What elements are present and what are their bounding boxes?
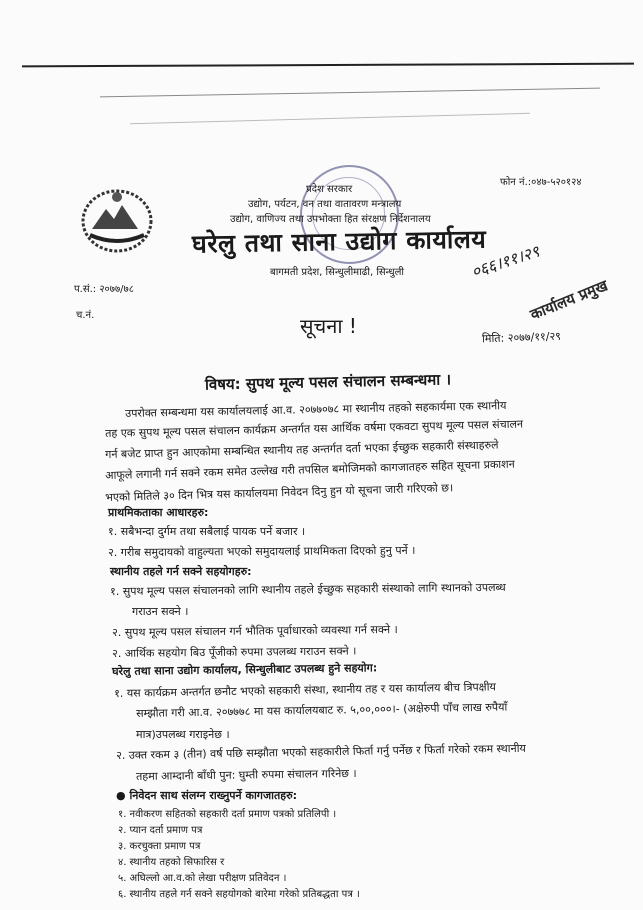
body-line: आफूले लगानी गर्न सक्ने रकम समेत उल्लेख गरी तपसिल बमोजिमको कागजातहरु सहित सूचना प्रकाशन [105, 457, 515, 482]
list-item: ३. करचुक्ता प्रमाण पत्र [118, 841, 201, 852]
list-item: २. गरीब समुदायको वाहुल्यता भएको समुदायलाई प्राथमिकता दिएको हुनु पर्ने । [108, 543, 416, 559]
documents-heading: ● निवेदन साथ संलग्न राख्नुपर्ने कागजातहरु: [116, 789, 298, 802]
province-label: प्रदेश सरकार [306, 184, 353, 195]
office-support-heading: घरेलु तथा साना उद्योग कार्यालय, सिन्धुलीबाट उपलब्ध हुने सहयोग: [112, 661, 378, 678]
body-line: गर्न बजेट प्राप्त हुन आएकोमा सम्बन्धित स्थानीय तह अन्तर्गत दर्ता भएका ईच्छुक सहकारी संस्थाहरुले [105, 438, 499, 461]
documents-heading-text: निवेदन साथ संलग्न राख्नुपर्ने कागजातहरु: [129, 789, 298, 802]
office-name: घरेलु तथा साना उद्योग कार्यालय [191, 224, 487, 259]
body-line: भएको मितिले ३० दिन भित्र यस कार्यालयमा निवेदन दिनु हुन यो सूचना जारी गरिएको छ। [105, 481, 454, 504]
list-item: ५. अघिल्लो आ.व.को लेखा परीक्षण प्रतिवेदन । [118, 873, 287, 884]
list-item: ६. स्थानीय तहले गर्न सक्ने सहयोगको बारेमा गरेको प्रतिबद्धता पत्र । [118, 889, 360, 900]
priority-heading: प्राथमिकताका आधारहरु: [108, 506, 209, 519]
fold-line [22, 63, 634, 68]
list-item: मात्र)उपलब्ध गराइनेछ । [136, 728, 230, 741]
fold-line [100, 88, 600, 98]
subject-line: विषय: सुपथ मूल्य पसल संचालन सम्बन्धमा । [204, 370, 452, 394]
list-item: २. सुपथ मूल्य पसल संचालन गर्न भौतिक पूर्वाधारको व्यवस्था गर्न सक्ने । [112, 623, 398, 639]
body-line: उपरोक्त सम्बन्धमा यस कार्यालयलाई आ.व. २०७७०७८ मा स्थानीय तहको सहकार्यमा एक स्थानीय [125, 399, 507, 420]
list-item: २. आर्थिक सहयोग बिउ पूँजीको रुपमा उपलब्ध गराउन सक्ने । [112, 644, 357, 660]
fold-line [130, 113, 530, 124]
signature: ०६६।११।२९ [468, 241, 542, 282]
list-item: तहमा आम्दानी बाँधी पुन: घुम्ती रुपमा संचालन गरिनेछ । [136, 766, 357, 783]
body-line: तह एक सुपथ मूल्य पसल संचालन कार्यक्रम अन्तर्गत यस आर्थिक वर्षमा एकवटा सुपथ मूल्य पसल संचालन [105, 417, 524, 440]
list-item: गराउन सक्ने । [132, 605, 189, 618]
reference-number: प.सं.: २०७७/७८ [74, 284, 134, 295]
list-item: १. सबैभन्दा दुर्गम तथा सबैलाई पायक पर्ने बजार । [108, 525, 306, 538]
signatory-designation-stamp: कार्यालय प्रमुख [527, 276, 611, 324]
local-support-heading: स्थानीय तहले गर्न सक्ने सहयोगहरु: [110, 565, 252, 578]
nepal-emblem-icon [78, 185, 156, 255]
list-item: सम्झौता गरी आ.व. २०७७७८ मा यस कार्यालयबाट रु. ५,००,०००।- (अक्षेरुपी पाँच लाख रुपैयाँ [136, 700, 508, 720]
ministry-name: उद्योग, पर्यटन, वन तथा वातावरण मन्त्रालय [248, 199, 402, 210]
office-address: बागमती प्रदेश, सिन्धुलीमाढी, सिन्धुली [270, 267, 404, 278]
list-item: १. नवीकरण सहितको सहकारी दर्ता प्रमाण पत्रको प्रतिलिपी । [118, 809, 337, 820]
notice-date: मिति: २०७७/११/२९ [481, 329, 562, 346]
list-item: २. प्यान दर्ता प्रमाण पत्र [118, 825, 203, 836]
directorate-name: उद्योग, वाणिज्य तथा उपभोक्ता हित संरक्षण निर्देशनालय [230, 214, 431, 225]
dispatch-number: च.नं. [76, 310, 95, 321]
list-item: १. यस कार्यक्रम अन्तर्गत छनौट भएको सहकारी संस्था, स्थानीय तह र यस कार्यालय बीच त्रिपक्षीय [114, 680, 496, 700]
notice-title: सूचना ! [300, 314, 357, 338]
list-item: १. सुपथ मूल्य पसल संचालनको लागि स्थानीय तहले ईच्छुक सहकारी संस्थाको लागि स्थानको उपलब्ध [110, 580, 506, 598]
phone-number: फोन नं.:०४७-५२०१२४ [500, 177, 582, 188]
list-item: ४. स्थानीय तहको सिफारिस र [118, 857, 225, 868]
list-item: २. उक्त रकम ३ (तीन) वर्ष पछि सम्झौता भएको सहकारीले फिर्ता गर्नु पर्नेछ र फिर्ता गरेको रकम स्थानीय [116, 741, 526, 762]
